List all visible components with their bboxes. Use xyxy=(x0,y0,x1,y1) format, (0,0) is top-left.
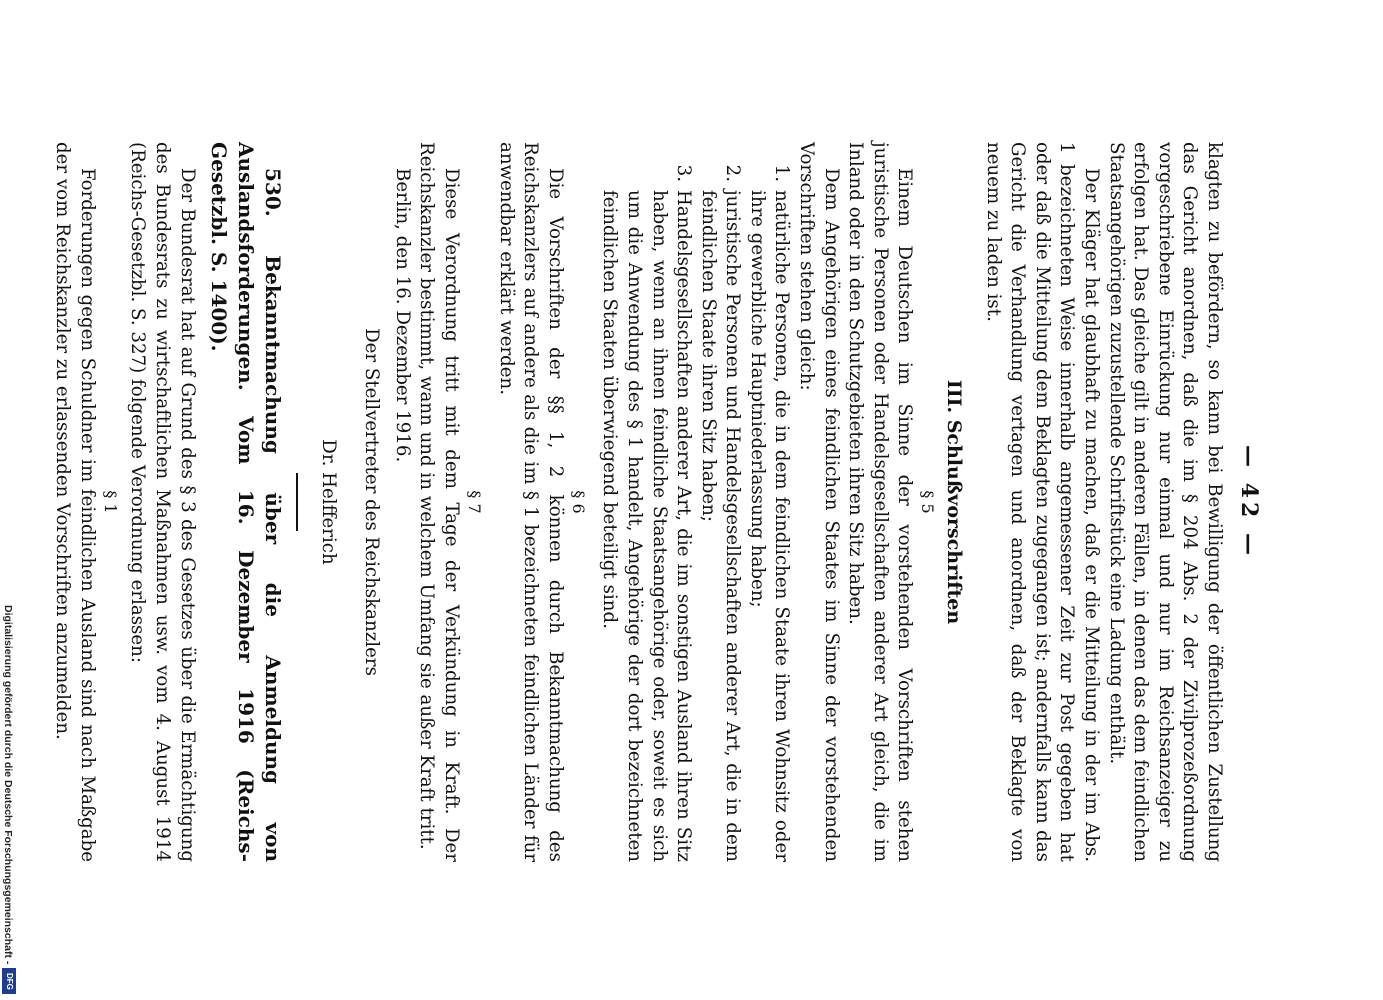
section-7-heading: § 7 xyxy=(464,490,484,514)
section-6-text: Die Vorschriften der §§ 1, 2 können durch Bekanntmachung des Reichskanzlers auf andere als die im § 1 bezeichneten feindlichen Länder für anwendbar erklärt werden. xyxy=(495,142,566,862)
list-item-number: 3. xyxy=(673,164,695,182)
page-number: — 42 — xyxy=(1236,445,1262,559)
rotated-page xyxy=(52,142,1262,862)
list-item xyxy=(695,142,744,862)
list-item-number: 1. xyxy=(771,164,793,182)
signature-name: Dr. Helfferich xyxy=(318,439,340,565)
entry-530-intro: Der Bundesrat hat auf Grund des § 3 des Gesetzes über die Ermächtigung des Bundesrats zu wirtschaftlichen Maßnahmen usw. vom 4. August 1914 (Reichs-Gesetzbl. S. 327) folgende Verordnung erlassen: xyxy=(127,142,198,862)
list-item-text: juristische Personen und Handelsgesellschaften anderer Art, die in dem feindlichen Staate ihren Sitz haben; xyxy=(697,190,744,862)
page-body xyxy=(50,142,1226,862)
section-1-text: Forderungen gegen Schuldner im feindlichen Ausland sind nach Maßgabe der vom Reichskanzler zu erlassenden Vorschriften anzumelden. xyxy=(52,142,98,862)
side-strip xyxy=(0,0,20,1000)
signature-title: Der Stellvertreter des Reichskanzlers xyxy=(361,328,383,676)
list-item xyxy=(597,142,695,862)
date-line: Berlin, den 16. Dezember 1916. xyxy=(391,168,413,463)
section-1-heading: § 1 xyxy=(100,490,120,514)
section-5-heading: § 5 xyxy=(918,490,938,514)
list-item-number: 2. xyxy=(722,164,744,182)
list-item-text: natürliche Personen, die in dem feindlichen Staate ihren Wohnsitz oder ihre gewerbliche Hauptniederlassung haben; xyxy=(746,190,793,862)
section-7-text: Diese Verordnung tritt mit dem Tage der Verkündung in Kraft. Der Reichskanzler bestimmt, wann und in welchem Umfang sie außer Kraft tritt. xyxy=(416,142,462,862)
side-note: Digitalisierung gefördert durch die Deutsche Forschungsgemeinschaft - xyxy=(2,605,14,965)
conditions-list xyxy=(597,142,794,862)
paragraph-2: Der Kläger hat glaubhaft zu machen, daß er die Mitteilung in der im Abs. 1 bezeichneten Weise innerhalb angemessener Zeit zur Post gegeben hat oder daß die Mitteilung dem Beklagten zugegangen ist; andernfalls kann das Gericht die Verhandlung vertagen und anordnen, daß der Beklagte von neuem zu laden ist. xyxy=(982,142,1103,862)
section-5-text: Einem Deutschen im Sinne der vorstehenden Vorschriften stehen juristische Personen oder Handelsgesellschaften anderer Art gleich, die im Inland oder in den Schutzgebieten ihren Sitz haben. xyxy=(845,142,916,862)
entry-530-title: 530. Bekanntmachung über die Anmeldung von Auslandsforderungen. Vom 16. Dezember 1916 (Reichs-Gesetzbl. S. 1400). xyxy=(206,142,285,862)
section-5-text-2: Dem Angehörigen eines feindlichen Staates im Sinne der vorstehenden Vorschriften stehen gleich: xyxy=(796,142,842,862)
part-heading: III. Schlußvorschriften xyxy=(943,379,966,625)
list-item xyxy=(744,142,793,862)
divider-rule xyxy=(296,473,298,531)
list-item-text: Handelsgesellschaften anderer Art, die im sonstigen Ausland ihren Sitz haben, wenn an ihnen feindliche Staatsangehörige oder, soweit es sich um die Anwendung des § 1 handelt, Angehörige der dort bezeichneten feindlichen Staaten überwiegend beteiligt sind. xyxy=(599,190,695,862)
dfg-logo: DFG xyxy=(2,968,16,994)
top-paragraph: klagten zu befördern, so kann bei Bewilligung der öffentlichen Zustellung das Gericht anordnen, daß die im § 204 Abs. 2 der Zivilprozeßordnung vorgeschriebene Einrückung nur einmal und nur im Reichsanzeiger zu erfolgen hat. Das gleiche gilt in anderen Fällen, in denen das dem feindlichen Staatsangehörigen zuzustellende Schriftstück eine Ladung enthält. xyxy=(1105,142,1225,862)
section-6-heading: § 6 xyxy=(568,490,588,514)
